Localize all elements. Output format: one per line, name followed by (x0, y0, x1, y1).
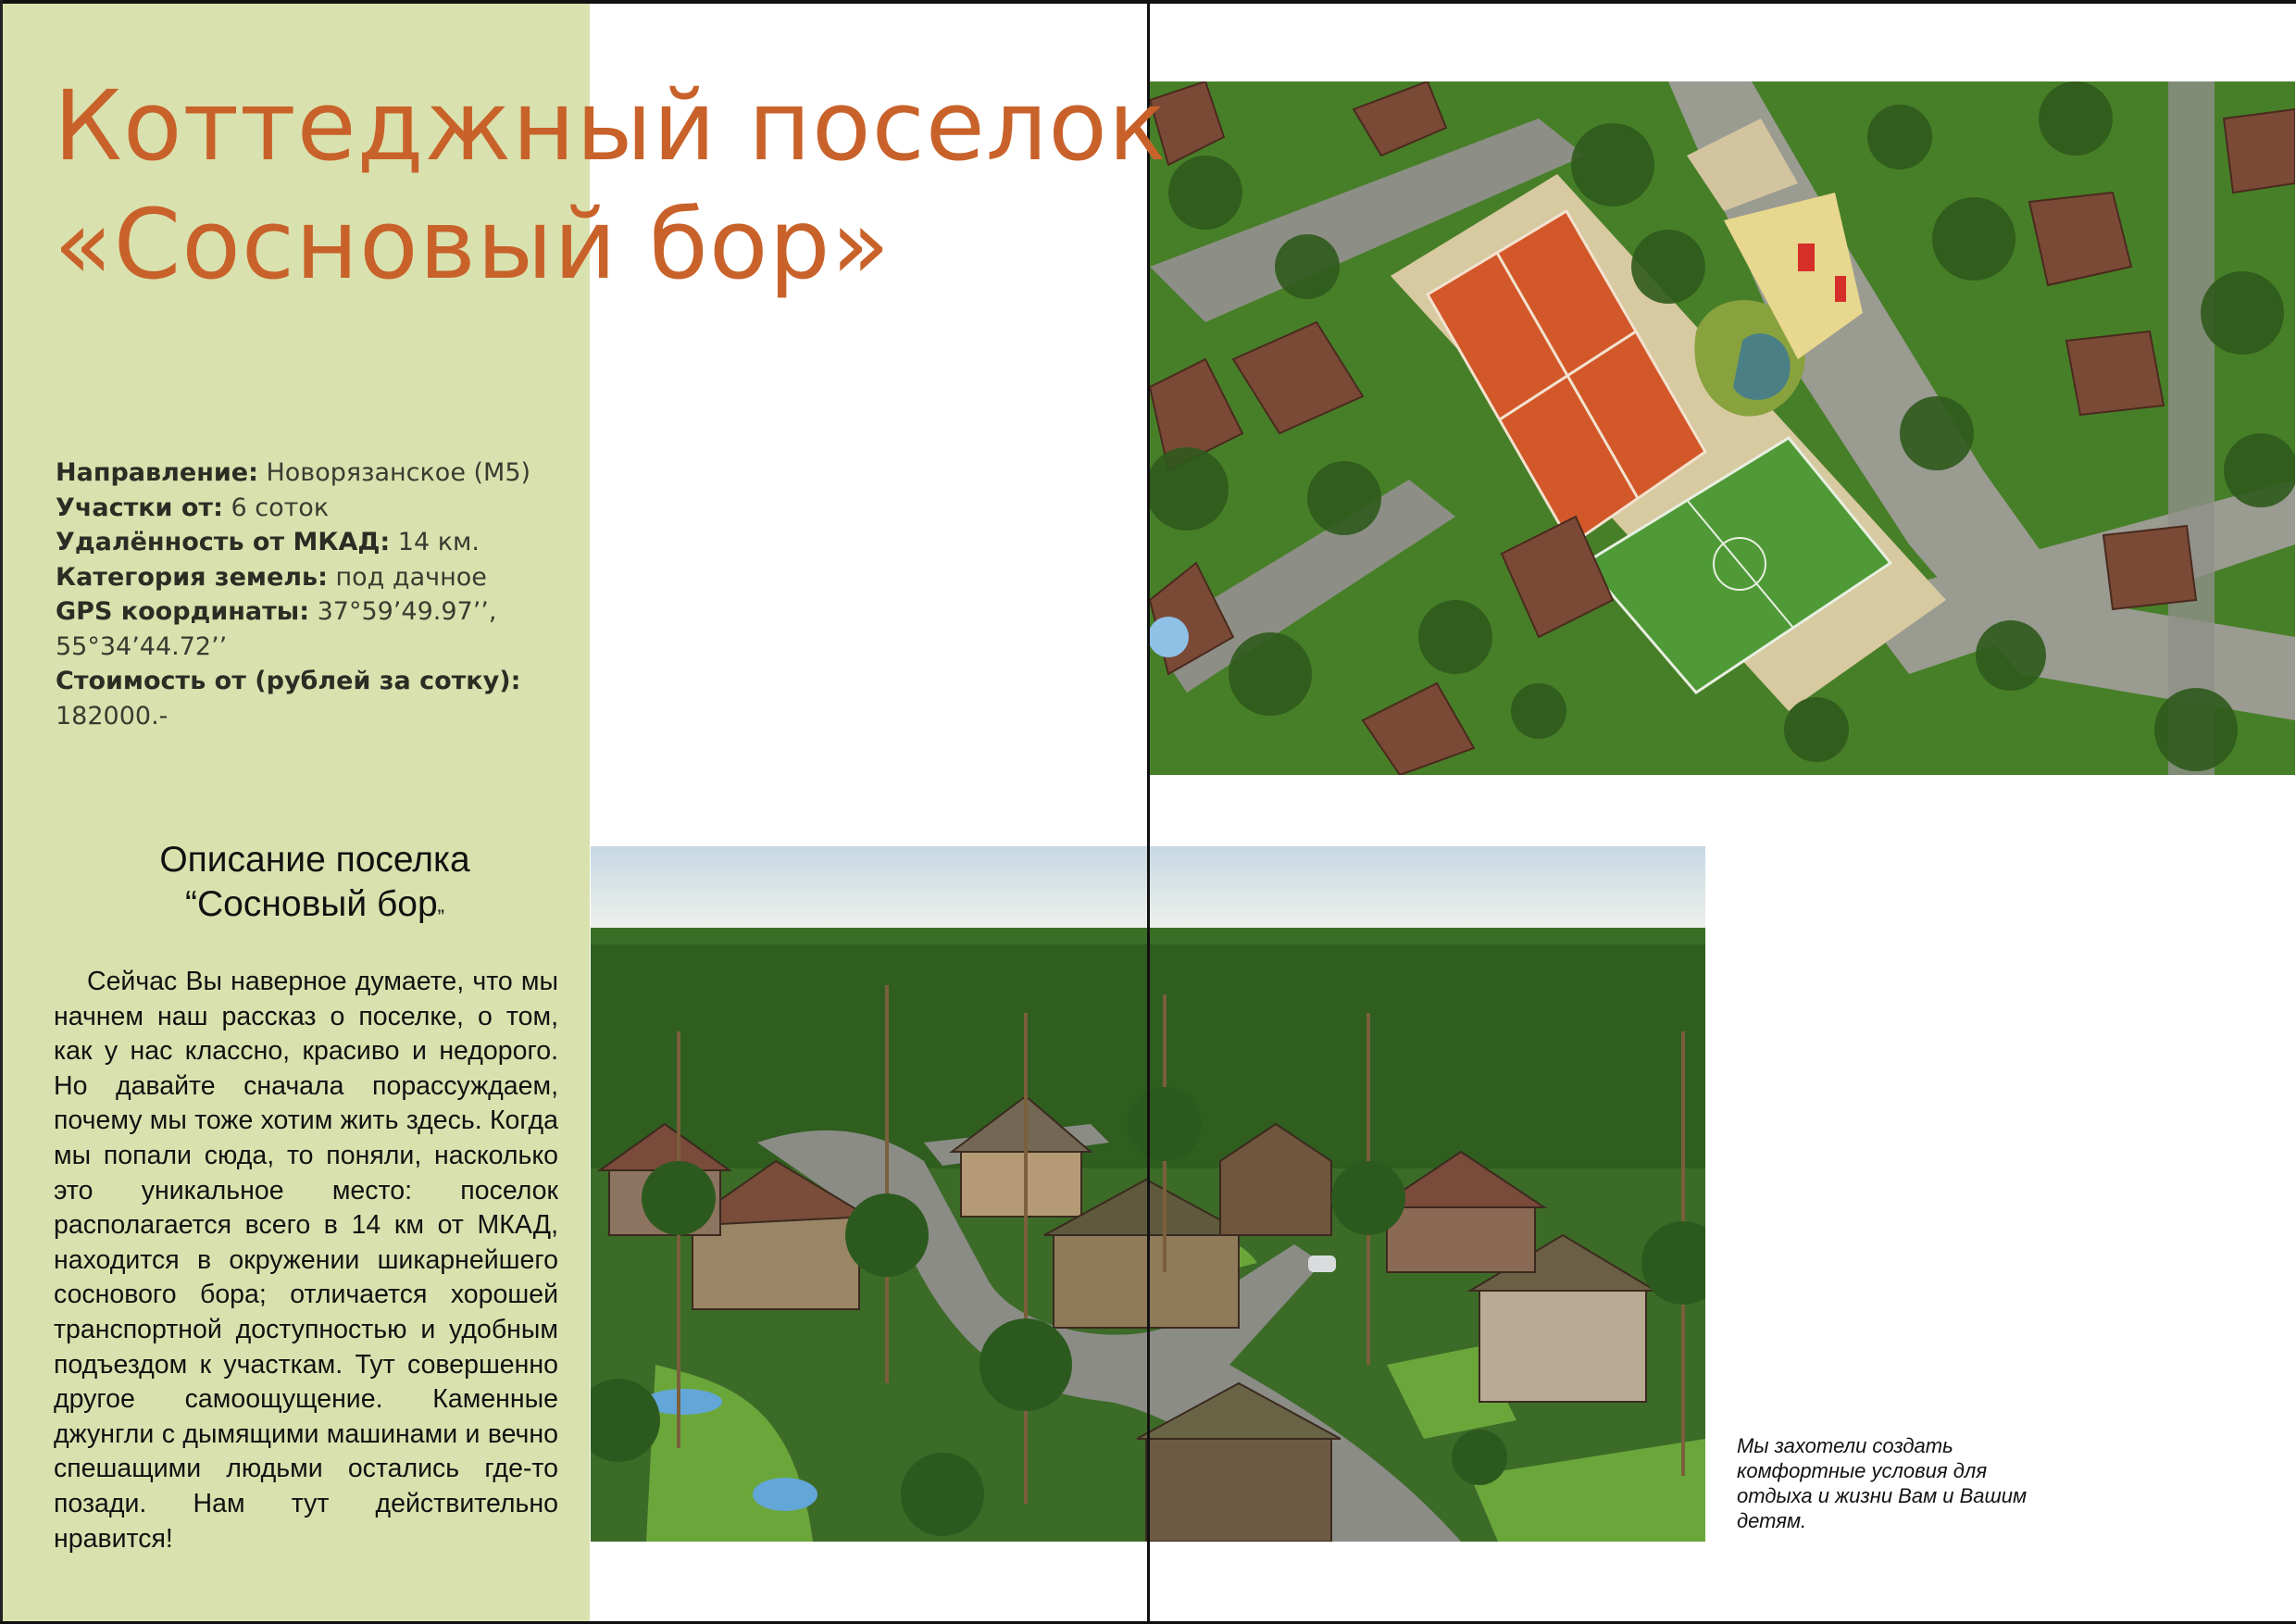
info-price-value (56, 699, 583, 734)
info-price (56, 664, 583, 699)
info-label: Участки от: (56, 493, 223, 522)
info-label: GPS координаты: (56, 597, 310, 626)
title-line-1: Коттеджный поселок (54, 69, 1167, 182)
info-value: 182000.- (56, 701, 168, 731)
info-value: 6 соток (222, 493, 330, 522)
info-value: 37°59’49.97’’, (309, 597, 497, 626)
description-heading (37, 838, 593, 927)
info-label: Стоимость от (рублей за сотку): (56, 667, 521, 695)
info-gps (56, 594, 583, 630)
info-value: Новорязанское (М5) (257, 458, 531, 487)
description-heading-line-1: Описание поселка (159, 840, 470, 880)
info-distance-mkad (56, 525, 583, 560)
info-plots-from (56, 491, 583, 526)
closing-quote: ” (437, 906, 444, 929)
info-direction (56, 456, 583, 491)
info-label: Удалённость от МКАД: (56, 528, 391, 556)
aerial-view-image (1150, 81, 2295, 775)
aerial-illustration (1150, 81, 2295, 775)
info-land-category (56, 560, 583, 595)
info-gps-cont (56, 630, 583, 665)
title-line-2: «Сосновый бор» (54, 188, 892, 301)
info-value: 14 км. (390, 528, 480, 556)
property-info-list (56, 456, 583, 733)
page-title (54, 67, 1167, 304)
info-value: 55°34’44.72’’ (56, 631, 228, 661)
description-heading-name: “Сосновый бор (185, 884, 438, 924)
description-body: Сейчас Вы наверное думаете, что мы начнем наш рассказ о поселке, о том, как у нас классно, красиво и недорого. Но давайте сначала порассуждаем, почему мы тоже хотим жить здесь. Когда мы попали сюда, то поняли, насколько это уникальное место: поселок располагается всего в 14 км от МКАД, находится в окружении шикарнейшего соснового бора; отличается хорошей транспортной доступностью и удобным подъездом к участкам. Тут совершенно другое самоощущение. Каменные джунгли с дымящими машинами и вечно спешащими людьми остались где-то позади. Нам тут действительно нравится! (54, 967, 558, 1554)
image-caption: Мы захотели создать комфортные условия для отдыха и жизни Вам и Вашим детям. (1737, 1434, 2028, 1532)
info-label: Направление: (56, 458, 258, 487)
info-value: под дачное (327, 562, 487, 592)
info-label: Категория земель: (56, 562, 328, 592)
description-heading-line-2 (37, 882, 593, 927)
